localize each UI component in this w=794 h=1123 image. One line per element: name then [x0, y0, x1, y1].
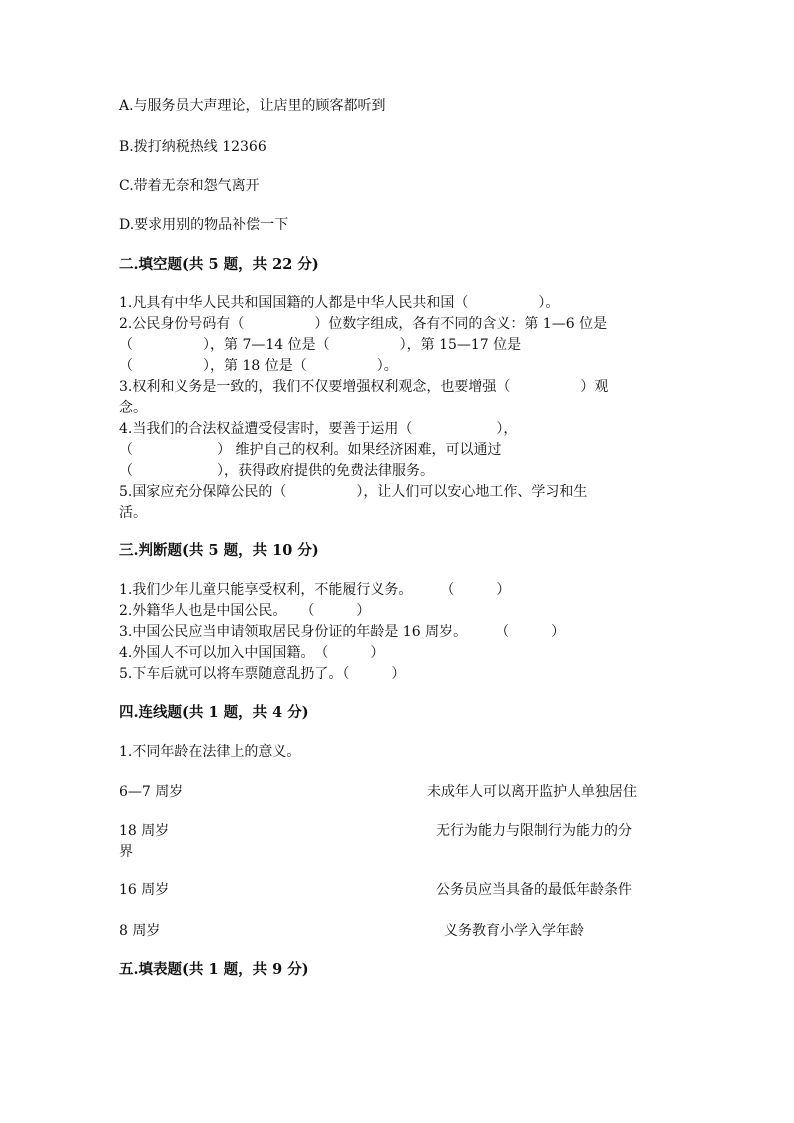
matching-left-item-4: 8 周岁: [119, 923, 161, 939]
fill-question-3-line-1: 3.权利和义务是一致的，我们不仅要增强权利观念，也要增强（ ）观: [119, 379, 609, 395]
matching-right-item-4: 义务教育小学入学年龄: [444, 923, 584, 939]
matching-left-item-1: 6—7 周岁: [119, 784, 184, 800]
fill-question-3-line-2: 念。: [119, 400, 147, 416]
fill-question-4-line-1: 4.当我们的合法权益遭受侵害时，要善于运用（ ），: [119, 421, 518, 437]
fill-question-4-line-3: （ ），获得政府提供的免费法律服务。: [119, 463, 434, 479]
matching-right-item-2: 无行为能力与限制行为能力的分: [436, 823, 632, 839]
matching-right-item-2-wrap: 界: [119, 844, 133, 860]
fill-question-5-line-1: 5.国家应充分保障公民的（ ），让人们可以安心地工作、学习和生: [119, 484, 588, 500]
matching-left-item-3: 16 周岁: [119, 882, 170, 898]
fill-question-2-line-3: （ ），第 18 位是（ ）。: [119, 358, 398, 374]
matching-right-item-3: 公务员应当具备的最低年龄条件: [436, 882, 632, 898]
fill-question-4-line-2: （ ） 维护自己的权利。如果经济困难，可以通过: [119, 442, 502, 458]
fill-question-5-line-2: 活。: [119, 505, 147, 521]
judge-question-4: 4.外国人不可以加入中国国籍。 （ ）: [119, 645, 385, 661]
section-heading-fill-blank: 二.填空题(共 5 题，共 22 分): [119, 256, 319, 273]
choice-option-d: D.要求用别的物品补偿一下: [119, 217, 289, 233]
choice-option-c: C.带着无奈和怨气离开: [119, 178, 260, 194]
fill-question-2-line-1: 2.公民身份号码有（ ）位数字组成，各有不同的含义：第 1—6 位是: [119, 316, 608, 332]
section-heading-true-false: 三.判断题(共 5 题，共 10 分): [119, 542, 319, 559]
matching-right-item-1: 未成年人可以离开监护人单独居住: [427, 784, 637, 800]
matching-left-item-2: 18 周岁: [119, 823, 170, 839]
judge-question-1: 1.我们少年儿童只能享受权利，不能履行义务。 （ ）: [119, 582, 511, 598]
section-heading-fill-table: 五.填表题(共 1 题，共 9 分): [119, 961, 309, 978]
choice-option-a: A.与服务员大声理论，让店里的顾客都听到: [119, 98, 386, 114]
fill-question-2-line-2: （ ），第 7—14 位是（ ），第 15—17 位是: [119, 337, 522, 353]
judge-question-2: 2.外籍华人也是中国公民。 （ ）: [119, 603, 371, 619]
matching-prompt: 1.不同年龄在法律上的意义。: [119, 744, 301, 760]
judge-question-3: 3.中国公民应当申请领取居民身份证的年龄是 16 周岁。 （ ）: [119, 624, 566, 640]
fill-question-1: 1.凡具有中华人民共和国国籍的人都是中华人民共和国（ ）。: [119, 295, 560, 311]
judge-question-5: 5.下车后就可以将车票随意乱扔了。（ ）: [119, 666, 406, 682]
section-heading-matching: 四.连线题(共 1 题，共 4 分): [119, 704, 309, 721]
choice-option-b: B.拨打纳税热线 12366: [119, 139, 267, 155]
